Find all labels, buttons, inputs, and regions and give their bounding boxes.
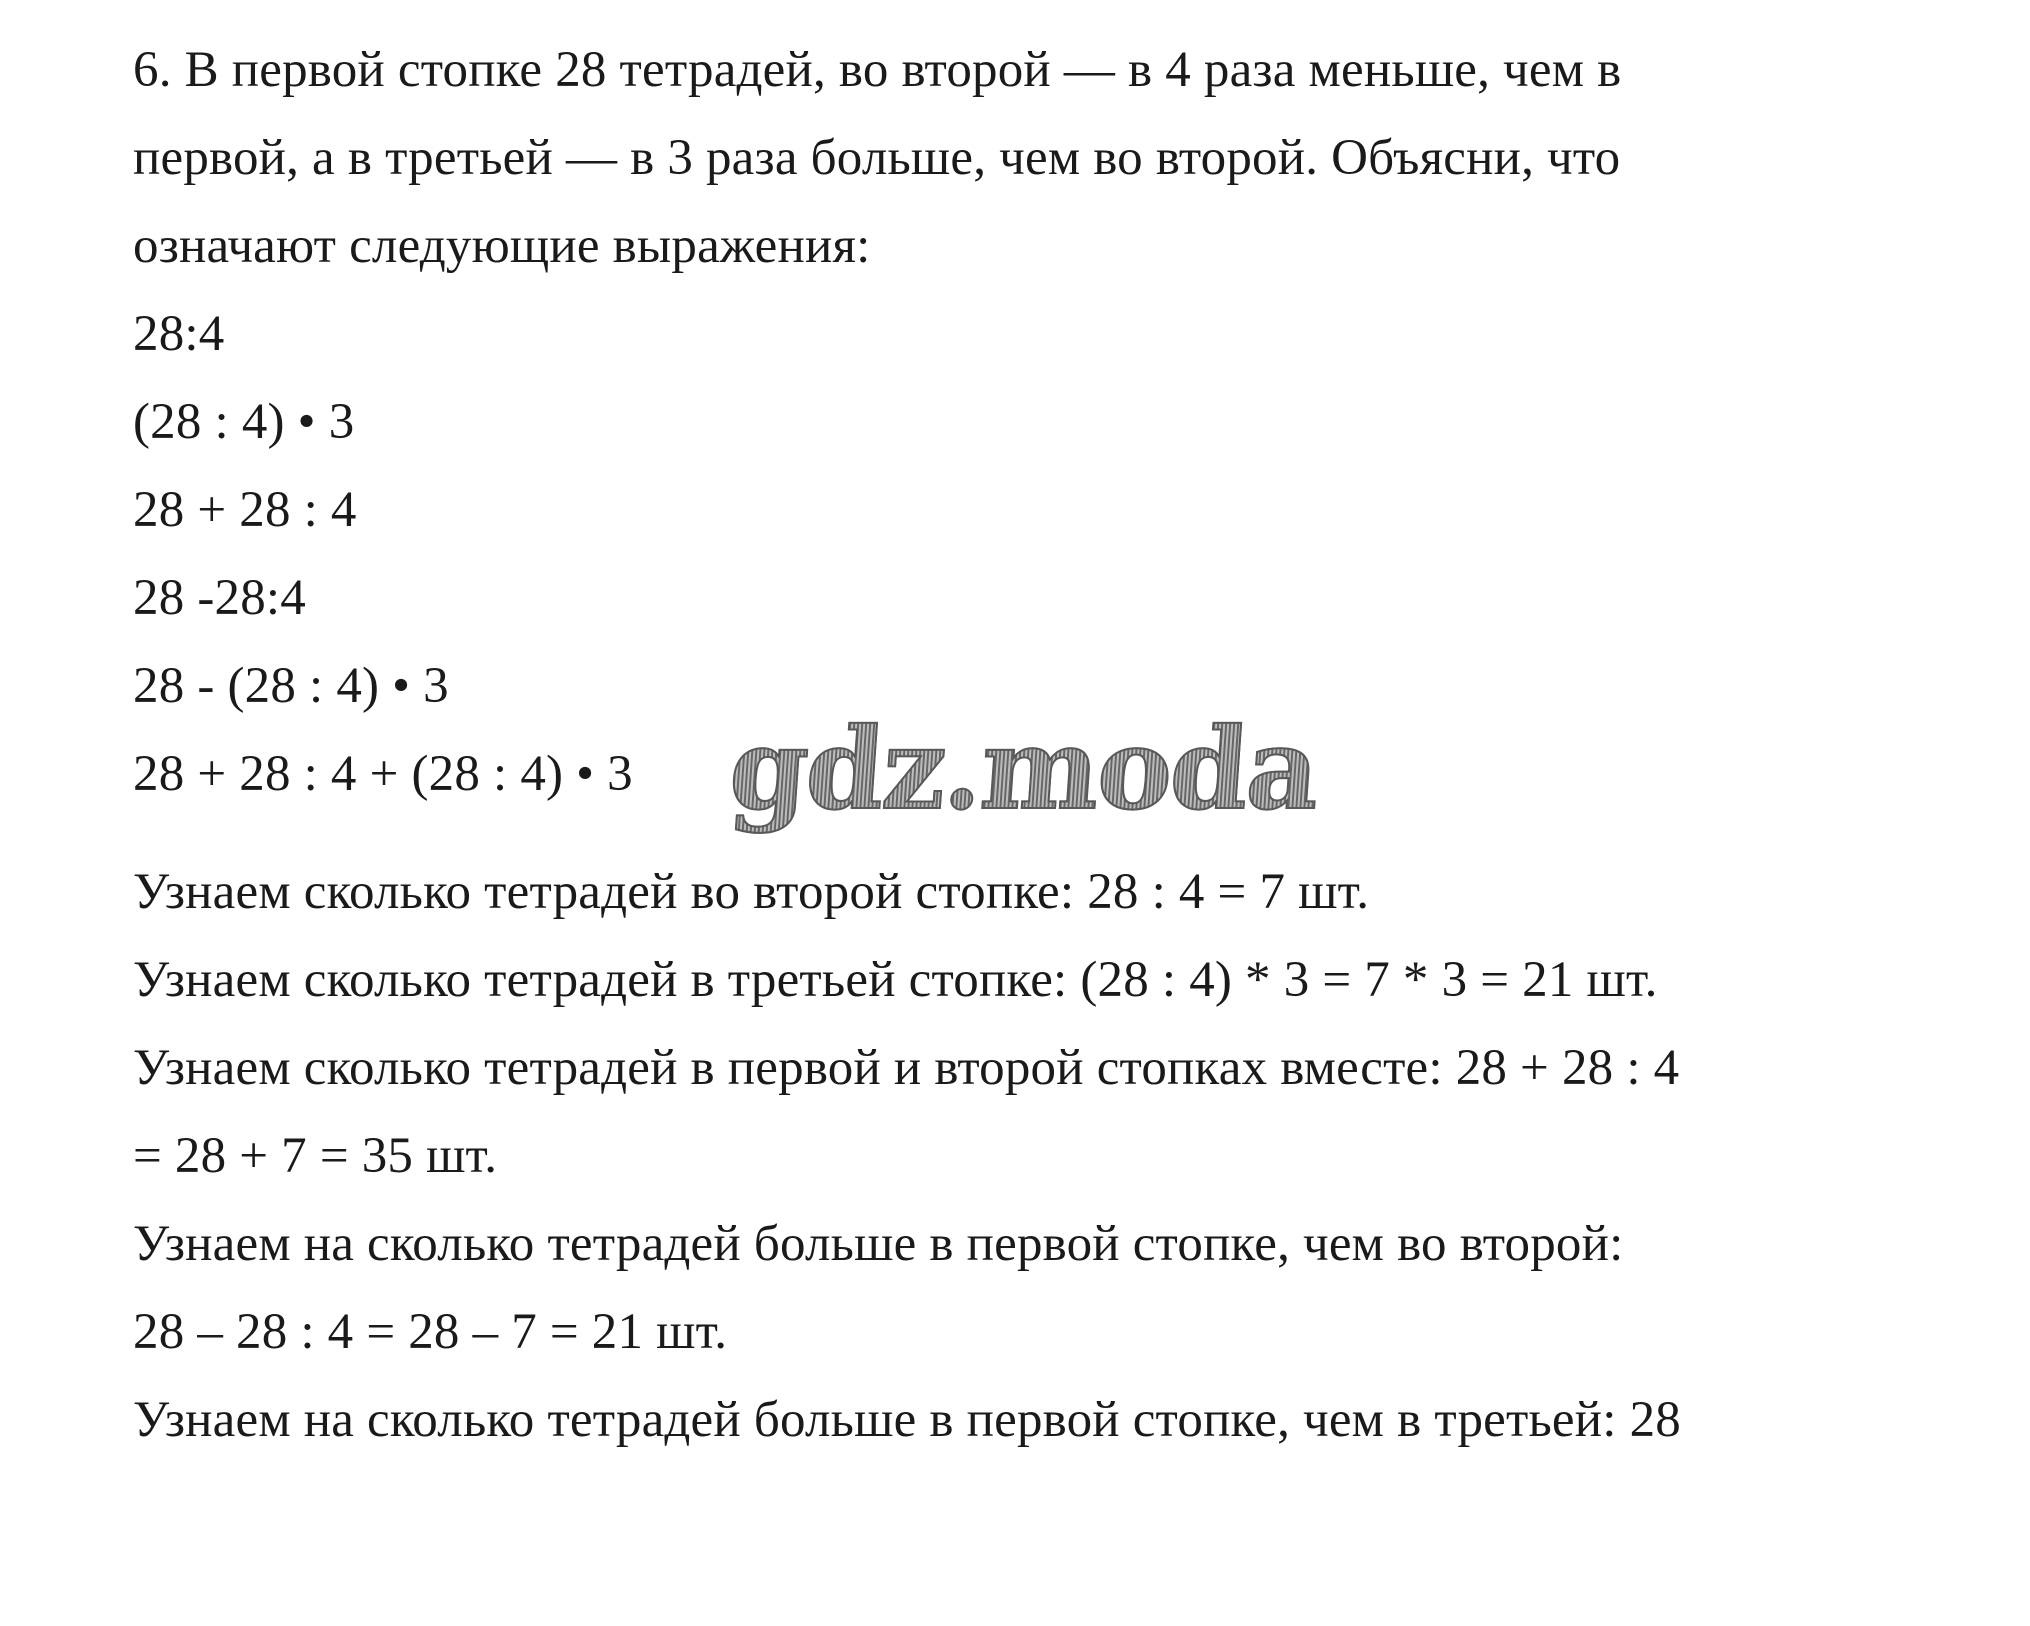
solution-line-5: Узнаем на сколько тетрадей больше в первой стопке, чем во второй: [133, 1216, 1624, 1272]
solution-line-4: = 28 + 7 = 35 шт. [133, 1128, 498, 1184]
solution-line-1: Узнаем сколько тетрадей во второй стопке: 28 : 4 = 7 шт. [133, 864, 1370, 920]
solution-line-2: Узнаем сколько тетрадей в третьей стопке: (28 : 4) * 3 = 7 * 3 = 21 шт. [133, 952, 1658, 1008]
solution-line-7: Узнаем на сколько тетрадей больше в первой стопке, чем в третьей: 28 [133, 1392, 1681, 1448]
expression-5: 28 - (28 : 4) • 3 [133, 658, 449, 714]
watermark-logo: gdz.moda [725, 704, 1322, 835]
expression-4: 28 -28:4 [133, 570, 307, 626]
task-line-2: первой, а в третьей — в 3 раза больше, чем во второй. Объясни, что [133, 130, 1621, 186]
expression-6: 28 + 28 : 4 + (28 : 4) • 3 [133, 746, 633, 802]
expression-3: 28 + 28 : 4 [133, 482, 357, 538]
task-line-1: 6. В первой стопке 28 тетрадей, во второй — в 4 раза меньше, чем в [133, 42, 1622, 98]
expression-1: 28:4 [133, 306, 225, 362]
solution-line-3: Узнаем сколько тетрадей в первой и второй стопках вместе: 28 + 28 : 4 [133, 1040, 1680, 1096]
task-line-3: означают следующие выражения: [133, 218, 871, 274]
solution-line-6: 28 – 28 : 4 = 28 – 7 = 21 шт. [133, 1304, 728, 1360]
expression-2: (28 : 4) • 3 [133, 394, 355, 450]
